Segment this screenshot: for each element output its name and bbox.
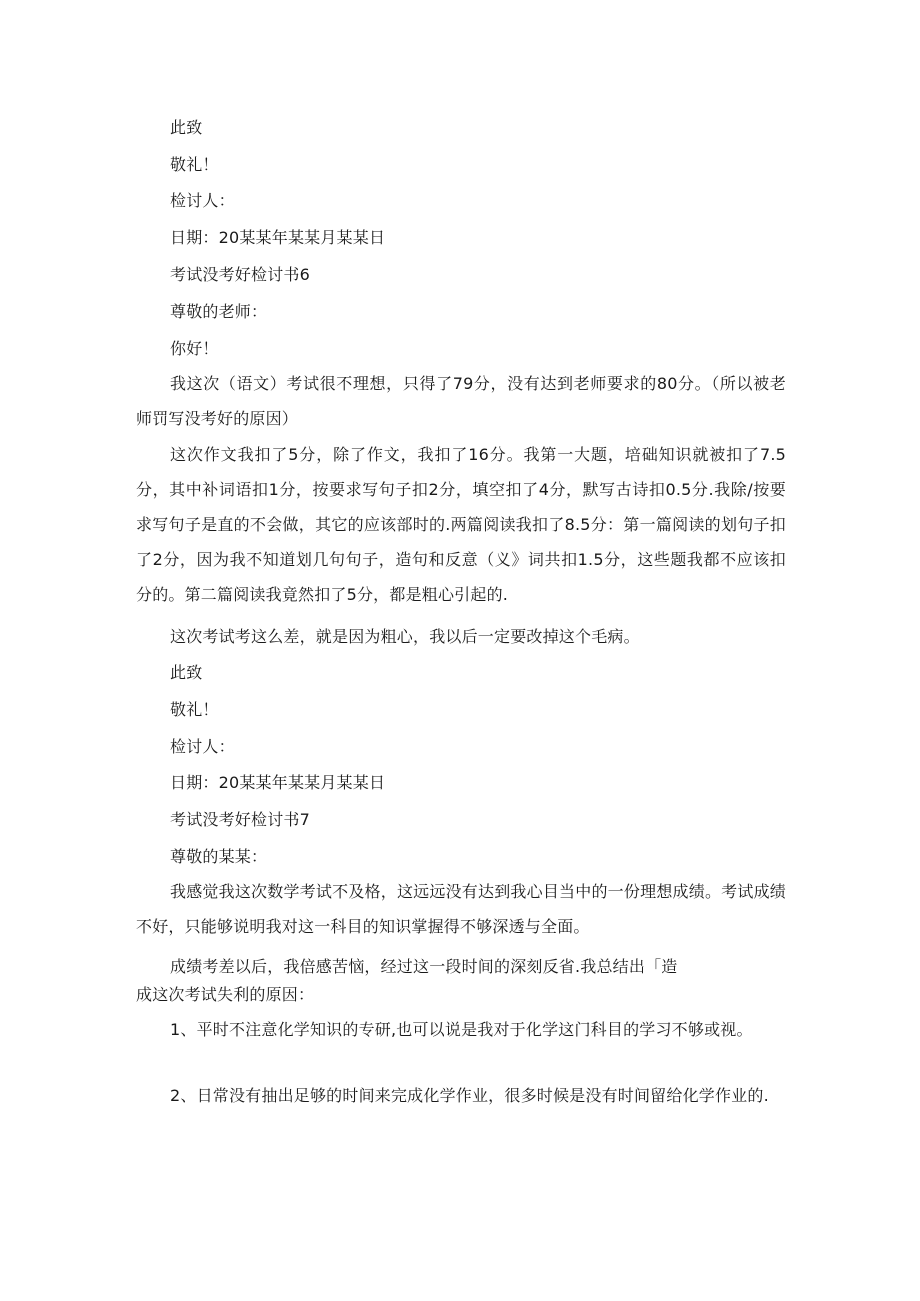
signer-line: 检讨人： xyxy=(170,737,235,756)
list-item: 1、平时不注意化学知识的专研,也可以说是我对于化学这门科目的学习不够或视。 xyxy=(170,1020,753,1039)
salutation-line: 敬礼！ xyxy=(170,155,219,174)
salutation-line: 敬礼！ xyxy=(170,700,219,719)
section-title: 考试没考好检讨书7 xyxy=(170,810,310,829)
section-title: 考试没考好检讨书6 xyxy=(170,265,310,284)
hello-line: 你好！ xyxy=(170,339,219,358)
date-line: 日期：20某某年某某月某某日 xyxy=(170,228,386,247)
paragraph-line: 成绩考差以后，我倍感苦恼，经过这一段时间的深刻反省.我总结出「造 xyxy=(170,957,678,976)
signer-line: 检讨人： xyxy=(170,191,235,210)
closing-line: 此致 xyxy=(170,663,203,682)
greeting-line: 尊敬的老师： xyxy=(170,302,268,321)
greeting-line: 尊敬的某某： xyxy=(170,847,268,866)
list-item: 2、日常没有抽出足够的时间来完成化学作业，很多时候是没有时间留给化学作业的. xyxy=(170,1086,769,1105)
paragraph: 我感觉我这次数学考试不及格，这远远没有达到我心目当中的一份理想成绩。考试成绩不好，只能够说明我对这一科目的知识掌握得不够深透与全面。 xyxy=(136,882,786,936)
closing-line: 此致 xyxy=(170,118,203,137)
paragraph: 这次考试考这么差，就是因为粗心，我以后一定要改掉这个毛病。 xyxy=(170,627,640,646)
paragraph: 我这次（语文）考试很不理想，只得了79分，没有达到老师要求的80分。（所以被老师罚写没考好的原因） xyxy=(136,374,786,428)
date-line: 日期：20某某年某某月某某日 xyxy=(170,773,386,792)
paragraph: 这次作文我扣了5分，除了作文，我扣了16分。我第一大题，培础知识就被扣了7.5分，其中补词语扣1分，按要求写句子扣2分，填空扣了4分，默写古诗扣0.5分.我除/按要求写句子是直的不会做，其它的应该部时的.两篇阅读我扣了8.5分：第一篇阅读的划句子扣了2分，因为我不知道划几句句子，造句和反意（义》词共扣1.5分，这些题我都不应该扣分的。第二篇阅读我竟然扣了5分，都是粗心引起的. xyxy=(136,445,786,604)
paragraph-line: 成这次考试失利的原因： xyxy=(136,985,315,1004)
